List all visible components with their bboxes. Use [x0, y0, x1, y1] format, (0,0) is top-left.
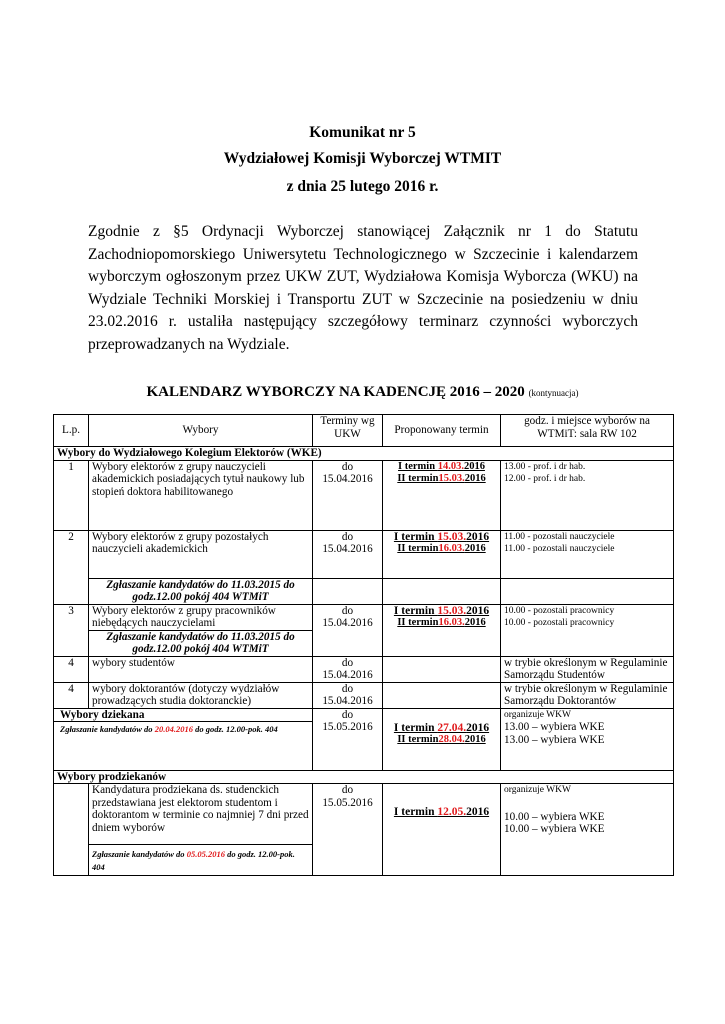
row-wybory: Wybory elektorów z grupy pozostałych nauczycieli akademickich — [89, 530, 313, 578]
godz-line: 10.00 - pozostali pracownicy — [504, 618, 615, 628]
row-proponowany — [383, 460, 501, 530]
dean-election-title: Wybory dziekana — [60, 708, 145, 721]
table-row — [54, 460, 674, 530]
godz-line: 10.00 – wybiera WKE — [504, 810, 605, 823]
row-termin-ukw — [313, 604, 383, 656]
row-wybory — [89, 784, 313, 876]
row-godz — [501, 460, 674, 530]
empty-cell — [383, 578, 501, 604]
col-header-lp: L.p. — [54, 415, 89, 447]
termin-do: do — [341, 460, 354, 473]
godz-line: 10.00 – wybiera WKE — [504, 823, 605, 835]
termin-date: 15.04.2016 — [322, 543, 373, 555]
godz-line: 11.00 - pozostali nauczyciele — [504, 544, 615, 554]
row-godz — [501, 784, 674, 876]
row-termin-ukw — [313, 530, 383, 578]
godz-organizer: organizuje WKW — [504, 709, 571, 720]
term-second: II termin16.03.2016 — [397, 543, 486, 554]
term-first: I termin 12.05.2016 — [393, 806, 490, 818]
row-godz — [501, 708, 674, 770]
row-godz — [501, 530, 674, 578]
col-header-terminy: Terminy wg UKW — [313, 415, 383, 447]
godz-line: 13.00 - prof. i dr hab. — [504, 461, 586, 472]
row-proponowany — [383, 530, 501, 578]
row-termin-ukw — [313, 784, 383, 876]
term-second: II termin28.04.2016 — [397, 734, 486, 745]
godz-line: 13.00 – wybiera WKE — [504, 721, 605, 733]
termin-date: 15.05.2016 — [322, 796, 373, 809]
termin-do: do — [341, 708, 354, 721]
godz-line: 11.00 - pozostali nauczyciele — [504, 531, 615, 542]
row-lp — [54, 784, 89, 876]
submission-note: Zgłaszanie kandydatów do 11.03.2015 do godz.12.00 pokój 404 WTMiT — [89, 630, 312, 656]
row-godz — [501, 604, 674, 656]
empty-cell — [313, 578, 383, 604]
table-header-row — [54, 415, 674, 447]
row-termin-ukw — [313, 656, 383, 682]
col-header-wybory: Wybory — [89, 415, 313, 447]
row-wybory: Wybory elektorów z grupy nauczycieli akademickich posiadających tytuł naukowy lub stopień doktora habilitowanego — [89, 460, 313, 530]
col-header-proponowany: Proponowany termin — [383, 415, 501, 447]
termin-do: do — [341, 530, 354, 543]
term-first: I termin 27.04.2016 — [393, 721, 490, 734]
term-second: II termin15.03.2016 — [397, 473, 486, 484]
termin-date: 15.04.2016 — [322, 617, 373, 629]
term-second: II termin16.03.2016 — [397, 617, 486, 628]
intro-paragraph: Zgodnie z §5 Ordynacji Wyborczej stanowiącej Załącznik nr 1 do Statutu Zachodniopomorskiego Uniwersytetu Technologicznego w Szczecinie i kalendarzem wyborczym ogłoszonym przez UKW ZUT, Wydziałowa Komisja Wyborcza (WKU) na Wydziale Techniki Morskiej i Transportu ZUT w Szczecinie na posiedzeniu w dniu 23.02.2016 r. ustaliła następujący szczegółowy terminarz czynności wyborczych przeprowadzanych na Wydziale. — [88, 223, 638, 353]
term-first: I termin 15.03.2016 — [393, 604, 490, 617]
term-first: I termin 14.03.2016 — [398, 460, 485, 472]
row-lp: 4 — [54, 682, 89, 708]
row-termin-ukw — [313, 460, 383, 530]
row-wybory-text: Wybory elektorów z grupy pracowników niebędących nauczycielami — [92, 604, 276, 629]
table-row-note — [54, 578, 674, 604]
section-title-wke: Wybory do Wydziałowego Kolegium Elektorów (WKE) — [54, 447, 674, 461]
table-row — [54, 656, 674, 682]
row-lp: 4 — [54, 656, 89, 682]
dean-election-cell — [54, 708, 313, 770]
godz-line: 13.00 – wybiera WKE — [504, 733, 605, 746]
row-proponowany — [383, 708, 501, 770]
table-row — [54, 784, 674, 876]
prodean-description: Kandydatura prodziekana ds. studenckich przedstawiana jest elektorom studentom i doktorantom w terminie co najmniej 7 dni przed dniem wyborów — [92, 784, 309, 834]
termin-date: 15.05.2016 — [322, 721, 373, 733]
section-title-prodean: Wybory prodziekanów — [54, 770, 674, 784]
termin-date: 15.04.2016 — [322, 669, 373, 681]
godz-line: 12.00 - prof. i dr hab. — [504, 474, 586, 484]
row-termin-ukw — [313, 708, 383, 770]
row-wybory: wybory doktorantów (dotyczy wydziałów prowadzących studia doktoranckie) — [89, 682, 313, 708]
row-proponowany — [383, 656, 501, 682]
termin-do: do — [341, 682, 354, 695]
dean-election-row — [54, 708, 674, 770]
dean-submission-note: Zgłaszanie kandydatów do 20.04.2016 do godz. 12.00-pok. 404 — [54, 721, 312, 736]
row-wybory — [89, 604, 313, 656]
termin-do: do — [341, 656, 354, 669]
election-calendar-table — [53, 414, 674, 876]
row-godz: w trybie określonym w Regulaminie Samorządu Doktorantów — [501, 682, 674, 708]
document-title: Komunikat nr 5 — [309, 124, 416, 141]
term-first: I termin 15.03.2016 — [393, 530, 490, 543]
row-godz: w trybie określonym w Regulaminie Samorządu Studentów — [501, 656, 674, 682]
row-termin-ukw — [313, 682, 383, 708]
row-proponowany — [383, 784, 501, 876]
submission-note: Zgłaszanie kandydatów do 11.03.2015 do godz.12.00 pokój 404 WTMiT — [89, 578, 313, 604]
document-date: z dnia 25 lutego 2016 r. — [286, 178, 439, 195]
row-wybory: wybory studentów — [89, 656, 313, 682]
section-row-wke — [54, 447, 674, 461]
godz-organizer: organizuje WKW — [504, 785, 571, 795]
row-lp: 2 — [54, 530, 89, 604]
row-lp: 3 — [54, 604, 89, 656]
calendar-title — [0, 384, 725, 401]
col-header-godz: godz. i miejsce wyborów na WTMiT: sala RW 102 — [501, 415, 674, 447]
table-row — [54, 530, 674, 578]
row-proponowany — [383, 604, 501, 656]
godz-line: 10.00 - pozostali pracownicy — [504, 605, 615, 616]
empty-cell — [501, 578, 674, 604]
termin-date: 15.04.2016 — [322, 473, 373, 485]
row-proponowany — [383, 682, 501, 708]
termin-date: 15.04.2016 — [322, 695, 373, 707]
table-row — [54, 604, 674, 656]
table-row — [54, 682, 674, 708]
termin-do: do — [341, 784, 354, 796]
prodean-submission-note: Zgłaszanie kandydatów do 05.05.2016 do godz. 12.00-pok. 404 — [89, 844, 312, 873]
section-row-prodean — [54, 770, 674, 784]
commission-name: Wydziałowej Komisji Wyborczej WTMIT — [223, 150, 502, 167]
calendar-title-text: KALENDARZ WYBORCZY NA KADENCJĘ 2016 – 2020 — [146, 384, 525, 400]
calendar-subtitle: (kontynuacja) — [528, 388, 579, 398]
row-lp: 1 — [54, 460, 89, 530]
termin-do: do — [341, 604, 354, 617]
